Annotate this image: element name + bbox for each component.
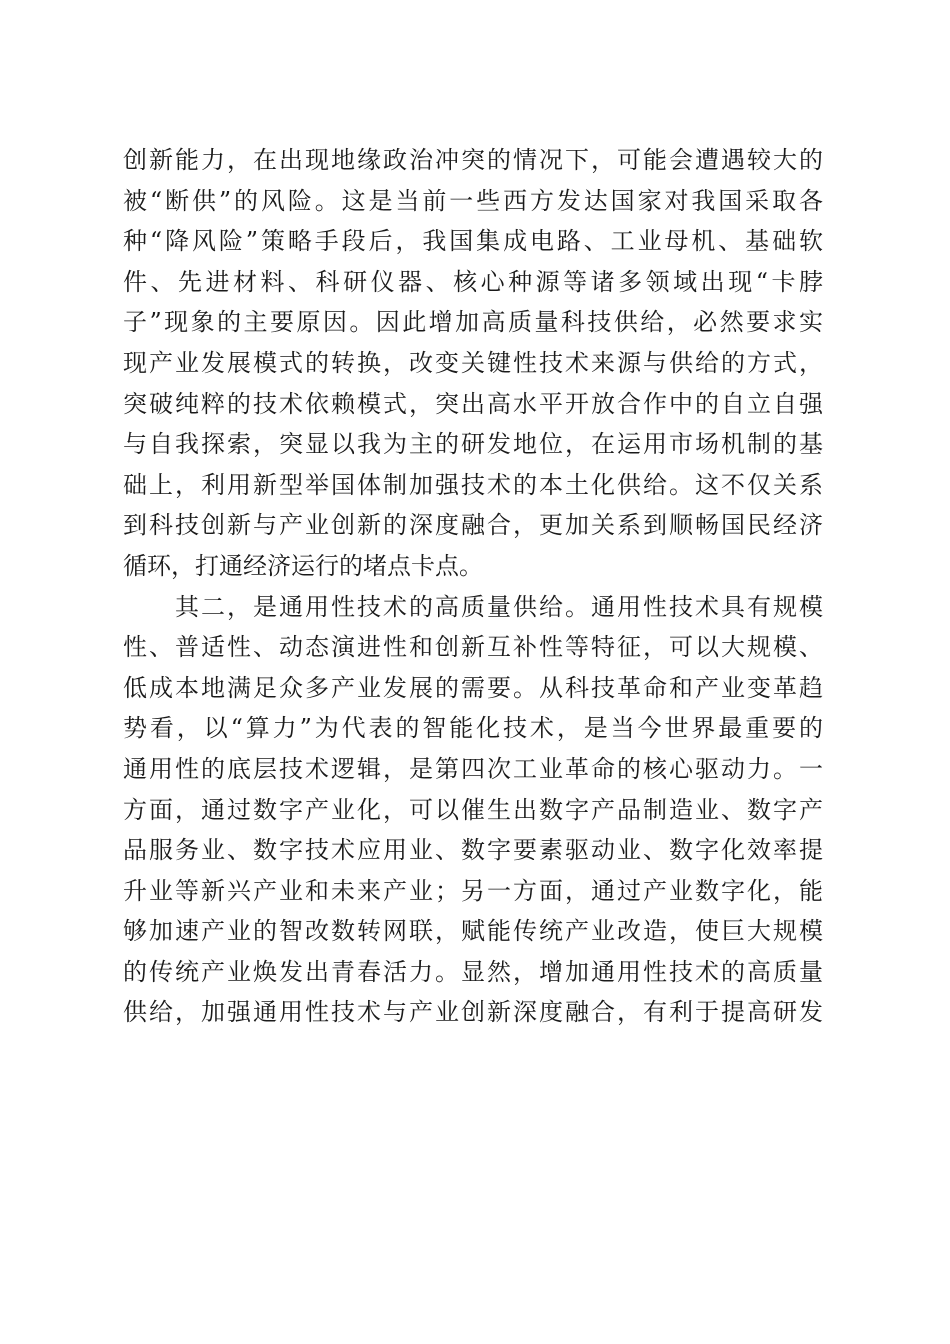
text-line: 与自我探索，突显以我为主的研发地位，在运用市场机制的基 [123, 430, 823, 459]
text-line: 通用性的底层技术逻辑，是第四次工业革命的核心驱动力。一 [123, 754, 823, 783]
text-line: 性、普适性、动态演进性和创新互补性等特征，可以大规模、 [123, 633, 823, 662]
text-line: 品服务业、数字技术应用业、数字要素驱动业、数字化效率提 [123, 836, 823, 865]
text-line: 突破纯粹的技术依赖模式，突出高水平开放合作中的自立自强 [123, 389, 823, 418]
text-line: 被“断供”的风险。这是当前一些西方发达国家对我国采取各 [123, 186, 823, 215]
text-line: 其二，是通用性技术的高质量供给。通用性技术具有规模 [123, 592, 823, 621]
text-line: 创新能力，在出现地缘政治冲突的情况下，可能会遭遇较大的 [123, 146, 823, 174]
text-line: 现产业发展模式的转换，改变关键性技术来源与供给的方式， [123, 348, 823, 377]
paragraph-1 [123, 140, 823, 587]
text-line: 势看，以“算力”为代表的智能化技术，是当今世界最重要的 [123, 714, 823, 743]
text-line: 升业等新兴产业和未来产业；另一方面，通过产业数字化，能 [123, 876, 823, 905]
text-line: 子”现象的主要原因。因此增加高质量科技供给，必然要求实 [123, 308, 823, 337]
text-line: 循环，打通经济运行的堵点卡点。 [123, 551, 483, 580]
text-line: 够加速产业的智改数转网联，赋能传统产业改造，使巨大规模 [123, 917, 823, 946]
text-line: 种“降风险”策略手段后，我国集成电路、工业母机、基础软 [123, 227, 823, 256]
text-line: 方面，通过数字产业化，可以催生出数字产品制造业、数字产 [123, 795, 823, 824]
text-line: 础上，利用新型举国体制加强技术的本土化供给。这不仅关系 [123, 470, 823, 499]
text-line: 件、先进材料、科研仪器、核心种源等诸多领域出现“卡脖 [123, 267, 823, 296]
text-line: 的传统产业焕发出青春活力。显然，增加通用性技术的高质量 [123, 957, 823, 986]
text-line: 低成本地满足众多产业发展的需要。从科技革命和产业变革趋 [123, 673, 823, 702]
paragraph-2 [123, 587, 823, 1034]
text-line: 到科技创新与产业创新的深度融合，更加关系到顺畅国民经济 [123, 511, 823, 540]
document-body [123, 140, 823, 1033]
text-line: 供给，加强通用性技术与产业创新深度融合，有利于提高研发 [123, 998, 823, 1027]
